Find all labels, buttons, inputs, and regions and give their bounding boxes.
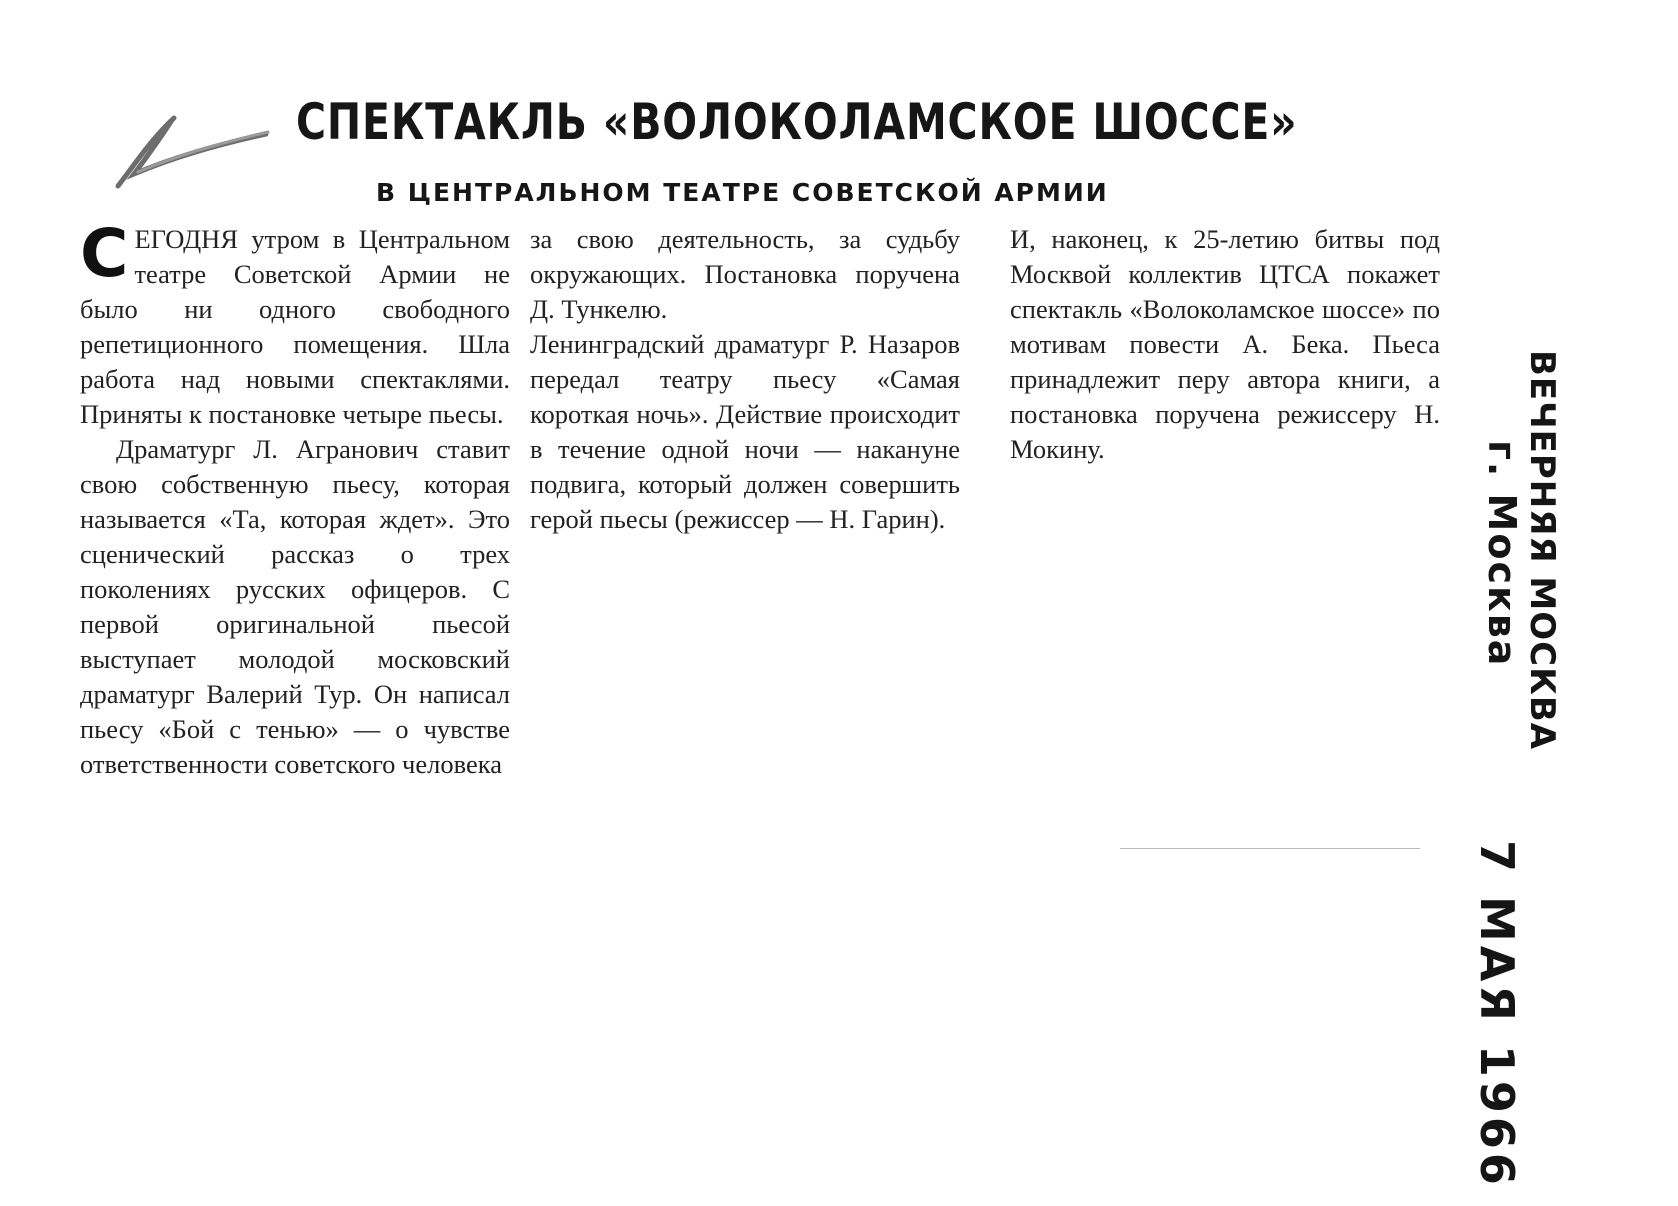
masthead-date: 7 МАЯ 1966 [1470,840,1524,1189]
article-column-2 [530,222,960,537]
article-paragraph-4: И, наконец, к 25-летию битвы под Москвой коллектив ЦТСА покажет спектакль «Волоколамское шоссе» по мотивам повести А. Бека. Пьеса принадлежит перу автора книги, а постановка поручена режиссеру Н. Мокину. [1010,224,1440,464]
masthead-paper-name: ВЕЧЕРНЯЯ МОСКВА [1522,350,1562,751]
article-paragraph-2-cont: за свою деятельность, за судьбу окружающих. Постановка поручена Д. Тункелю. [530,224,960,324]
article-column-1 [80,215,510,782]
article-paragraph-2: Драматург Л. Агранович ставит свою собственную пьесу, которая называется «Та, которая ждет». Это сценический рассказ о трех поколениях русских офицеров. С первой оригинальной пьесой выступает молодой московский драматург Валерий Тур. Он написал пьесу «Бой с тенью» — о чувстве ответственности советского человека [80,434,510,779]
article-column-3 [1010,222,1440,467]
article-headline: СПЕКТАКЛЬ «ВОЛОКОЛАМСКОЕ ШОССЕ» [296,93,1298,151]
paragraph-1-text: ЕГОДНЯ утром в Центральном театре Советской Армии не было ни одного свободного репетиционного помещения. Шла работа над новыми спектаклями. Приняты к постановке четыре пьесы. [80,224,510,429]
article-end-rule [1120,848,1420,849]
newspaper-masthead-stamp [1470,350,1570,1189]
masthead-city: г. Москва [1480,440,1524,668]
article-paragraph-3: Ленинградский драматург Р. Назаров передал театру пьесу «Самая короткая ночь». Действие происходит в течение одной ночи — накануне подвига, который должен совершить герой пьесы (режиссер — Н. Гарин). [530,329,960,534]
pen-check-mark-icon [112,108,272,192]
drop-cap: С [80,215,129,292]
article-subheadline: В ЦЕНТРАЛЬНОМ ТЕАТРЕ СОВЕТСКОЙ АРМИИ [376,178,1109,207]
article-paragraph-1 [80,215,510,432]
